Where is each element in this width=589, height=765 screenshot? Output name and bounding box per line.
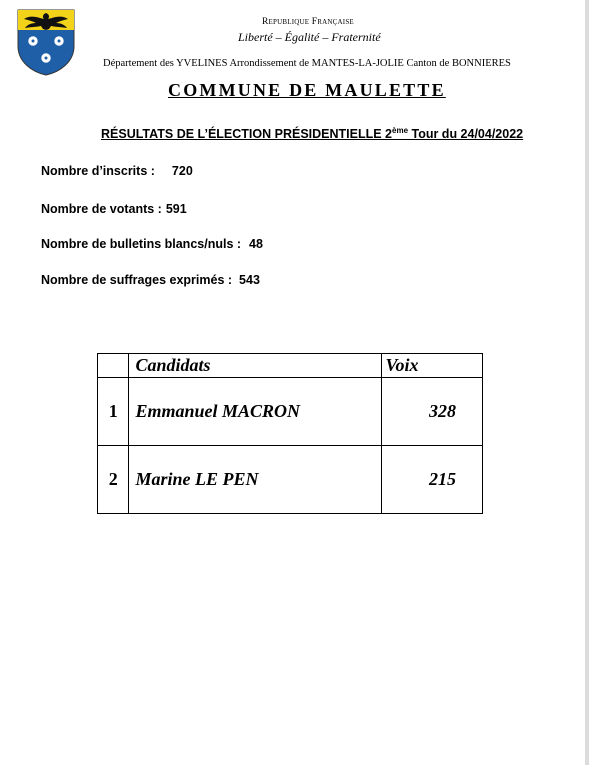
stat-value: 543 bbox=[239, 273, 260, 287]
candidate-name: Emmanuel MACRON bbox=[129, 378, 381, 446]
department-line: Département des YVELINES Arrondissement de MANTES-LA-JOLIE Canton de BONNIERES bbox=[103, 58, 511, 69]
stat-value: 48 bbox=[249, 237, 263, 251]
header-cell-number bbox=[98, 354, 129, 378]
election-results-title bbox=[101, 126, 523, 141]
stat-value: 591 bbox=[165, 202, 187, 216]
header-cell-votes: Voix bbox=[381, 354, 483, 378]
row-number: 1 bbox=[98, 378, 129, 446]
title-suffix: Tour du 24/04/2022 bbox=[408, 127, 524, 142]
candidate-votes: 328 bbox=[381, 378, 483, 446]
stat-voters bbox=[41, 202, 187, 216]
stat-label: Nombre d’inscrits : bbox=[41, 164, 155, 178]
table-header-row bbox=[98, 354, 483, 378]
stat-registered bbox=[41, 164, 193, 178]
header-cell-candidates: Candidats bbox=[129, 354, 381, 378]
stat-expressed bbox=[41, 273, 260, 287]
national-motto: Liberté – Égalité – Fraternité bbox=[238, 30, 381, 44]
stat-label: Nombre de votants : bbox=[41, 202, 162, 216]
results-table bbox=[97, 353, 483, 514]
table-row bbox=[98, 378, 483, 446]
scrollbar-edge[interactable] bbox=[585, 0, 589, 765]
stat-label: Nombre de suffrages exprimés : bbox=[41, 273, 233, 287]
candidate-votes: 215 bbox=[381, 446, 483, 514]
stat-value: 720 bbox=[171, 164, 193, 178]
stat-label: Nombre de bulletins blancs/nuls : bbox=[41, 237, 242, 251]
title-sup: ème bbox=[392, 126, 409, 135]
commune-title: COMMUNE DE MAULETTE bbox=[168, 80, 446, 100]
stat-blank-null bbox=[41, 237, 263, 251]
candidate-name: Marine LE PEN bbox=[129, 446, 381, 514]
row-number: 2 bbox=[98, 446, 129, 514]
coat-of-arms-icon bbox=[16, 8, 76, 76]
title-prefix: RÉSULTATS DE L’ÉLECTION PRÉSIDENTIELLE 2 bbox=[101, 127, 392, 142]
republic-heading: Republique Française bbox=[262, 17, 354, 27]
table-row bbox=[98, 446, 483, 514]
